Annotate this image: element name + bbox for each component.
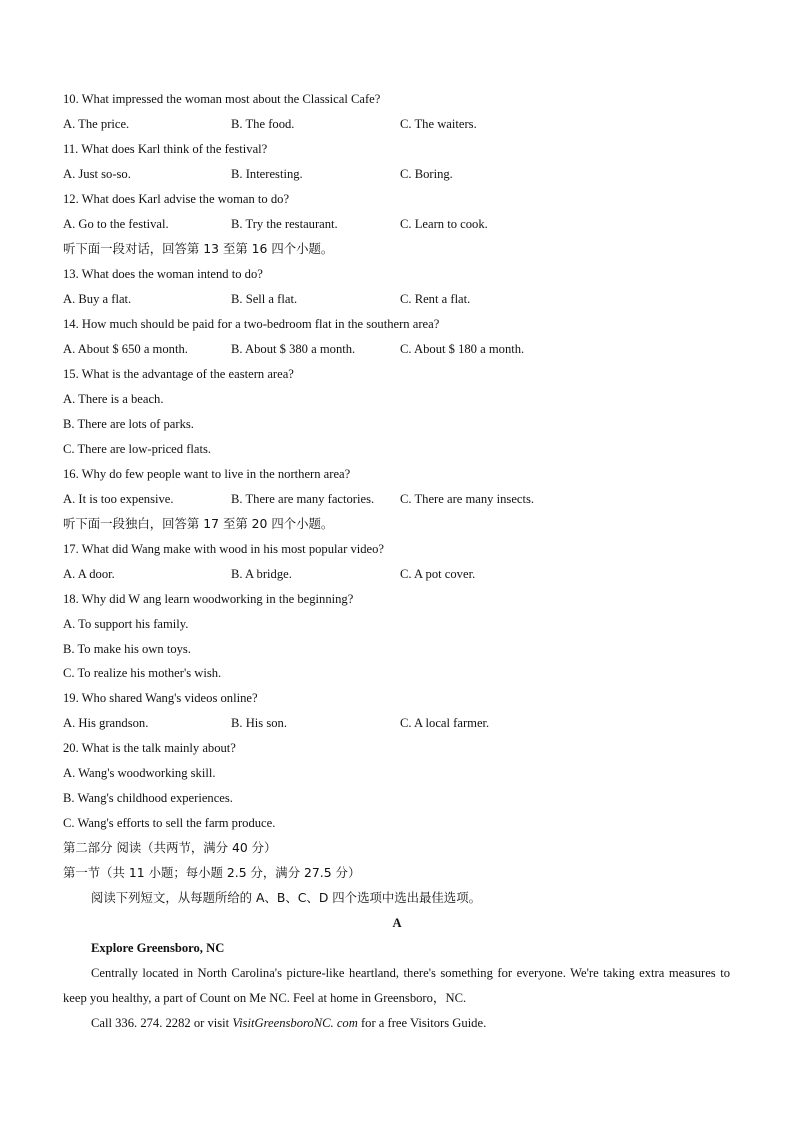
q18-option-c: C. To realize his mother's wish. (63, 666, 222, 680)
q16-option-b: B. There are many factories. (231, 492, 375, 506)
q15-stem: 15. What is the advantage of the eastern area? (63, 367, 294, 381)
q17-option-c: C. A pot cover. (400, 567, 476, 581)
passage-label: A (392, 916, 402, 930)
q11-stem: 11. What does Karl think of the festival? (63, 142, 268, 156)
contact-suffix: for a free Visitors Guide. (357, 1016, 487, 1030)
q13-option-c: C. Rent a flat. (400, 292, 471, 306)
q10-option-c: C. The waiters. (400, 117, 477, 131)
q17-option-b: B. A bridge. (231, 567, 292, 581)
q13-option-a: A. Buy a flat. (63, 292, 132, 306)
q13-stem: 13. What does the woman intend to do? (63, 267, 263, 281)
passage-paragraph-1-text: Centrally located in North Carolina's picture-like heartland, there's something for everyone. We're taking extra measures to keep you healthy, a part of Count on Me NC. Feel at home in Greensboro，NC. (63, 966, 730, 1005)
q15-option-b: B. There are lots of parks. (63, 417, 194, 431)
q19-option-b: B. His son. (231, 716, 287, 730)
q15-option-c: C. There are low-priced flats. (63, 442, 212, 456)
q14-option-c: C. About $ 180 a month. (400, 342, 525, 356)
q14-option-a: A. About $ 650 a month. (63, 342, 188, 356)
passage-paragraph-2 (91, 1015, 486, 1031)
q12-option-a: A. Go to the festival. (63, 217, 169, 231)
q14-stem: 14. How much should be paid for a two-bedroom flat in the southern area? (63, 317, 440, 331)
q19-option-c: C. A local farmer. (400, 716, 490, 730)
q17-stem: 17. What did Wang make with wood in his most popular video? (63, 542, 385, 556)
q16-stem: 16. Why do few people want to live in the northern area? (63, 467, 351, 481)
part2-section1-title: 第一节（共 11 小题；每小题 2.5 分，满分 27.5 分） (63, 865, 361, 880)
q11-option-a: A. Just so-so. (63, 167, 131, 181)
q19-option-a: A. His grandson. (63, 716, 149, 730)
website-link[interactable]: VisitGreensboroNC. com (232, 1016, 358, 1030)
q14-option-b: B. About $ 380 a month. (231, 342, 356, 356)
reading-instruction: 阅读下列短文，从每题所给的 A、B、C、D 四个选项中选出最佳选项。 (91, 890, 481, 905)
q11-option-c: C. Boring. (400, 167, 453, 181)
passage-title: Explore Greensboro, NC (91, 941, 225, 955)
section-instruction-13-16: 听下面一段对话，回答第 13 至第 16 四个小题。 (63, 241, 334, 256)
q12-option-b: B. Try the restaurant. (231, 217, 338, 231)
q17-option-a: A. A door. (63, 567, 115, 581)
q20-option-c: C. Wang's efforts to sell the farm produce. (63, 816, 276, 830)
q20-option-b: B. Wang's childhood experiences. (63, 791, 233, 805)
q18-option-b: B. To make his own toys. (63, 642, 191, 656)
q16-option-c: C. There are many insects. (400, 492, 535, 506)
contact-prefix: Call 336. 274. 2282 or visit (91, 1016, 233, 1030)
q19-stem: 19. Who shared Wang's videos online? (63, 691, 258, 705)
q10-option-b: B. The food. (231, 117, 295, 131)
q10-option-a: A. The price. (63, 117, 130, 131)
q20-option-a: A. Wang's woodworking skill. (63, 766, 216, 780)
q16-option-a: A. It is too expensive. (63, 492, 174, 506)
q20-stem: 20. What is the talk mainly about? (63, 741, 236, 755)
passage-paragraph-1 (63, 961, 730, 1011)
q12-option-c: C. Learn to cook. (400, 217, 488, 231)
section-instruction-17-20: 听下面一段独白，回答第 17 至第 20 四个小题。 (63, 516, 334, 531)
q10-stem: 10. What impressed the woman most about the Classical Cafe? (63, 92, 381, 106)
q18-option-a: A. To support his family. (63, 617, 189, 631)
q13-option-b: B. Sell a flat. (231, 292, 298, 306)
part2-title: 第二部分 阅读（共两节，满分 40 分） (63, 840, 277, 855)
q11-option-b: B. Interesting. (231, 167, 303, 181)
q12-stem: 12. What does Karl advise the woman to do? (63, 192, 290, 206)
q15-option-a: A. There is a beach. (63, 392, 164, 406)
q18-stem: 18. Why did W ang learn woodworking in the beginning? (63, 592, 354, 606)
